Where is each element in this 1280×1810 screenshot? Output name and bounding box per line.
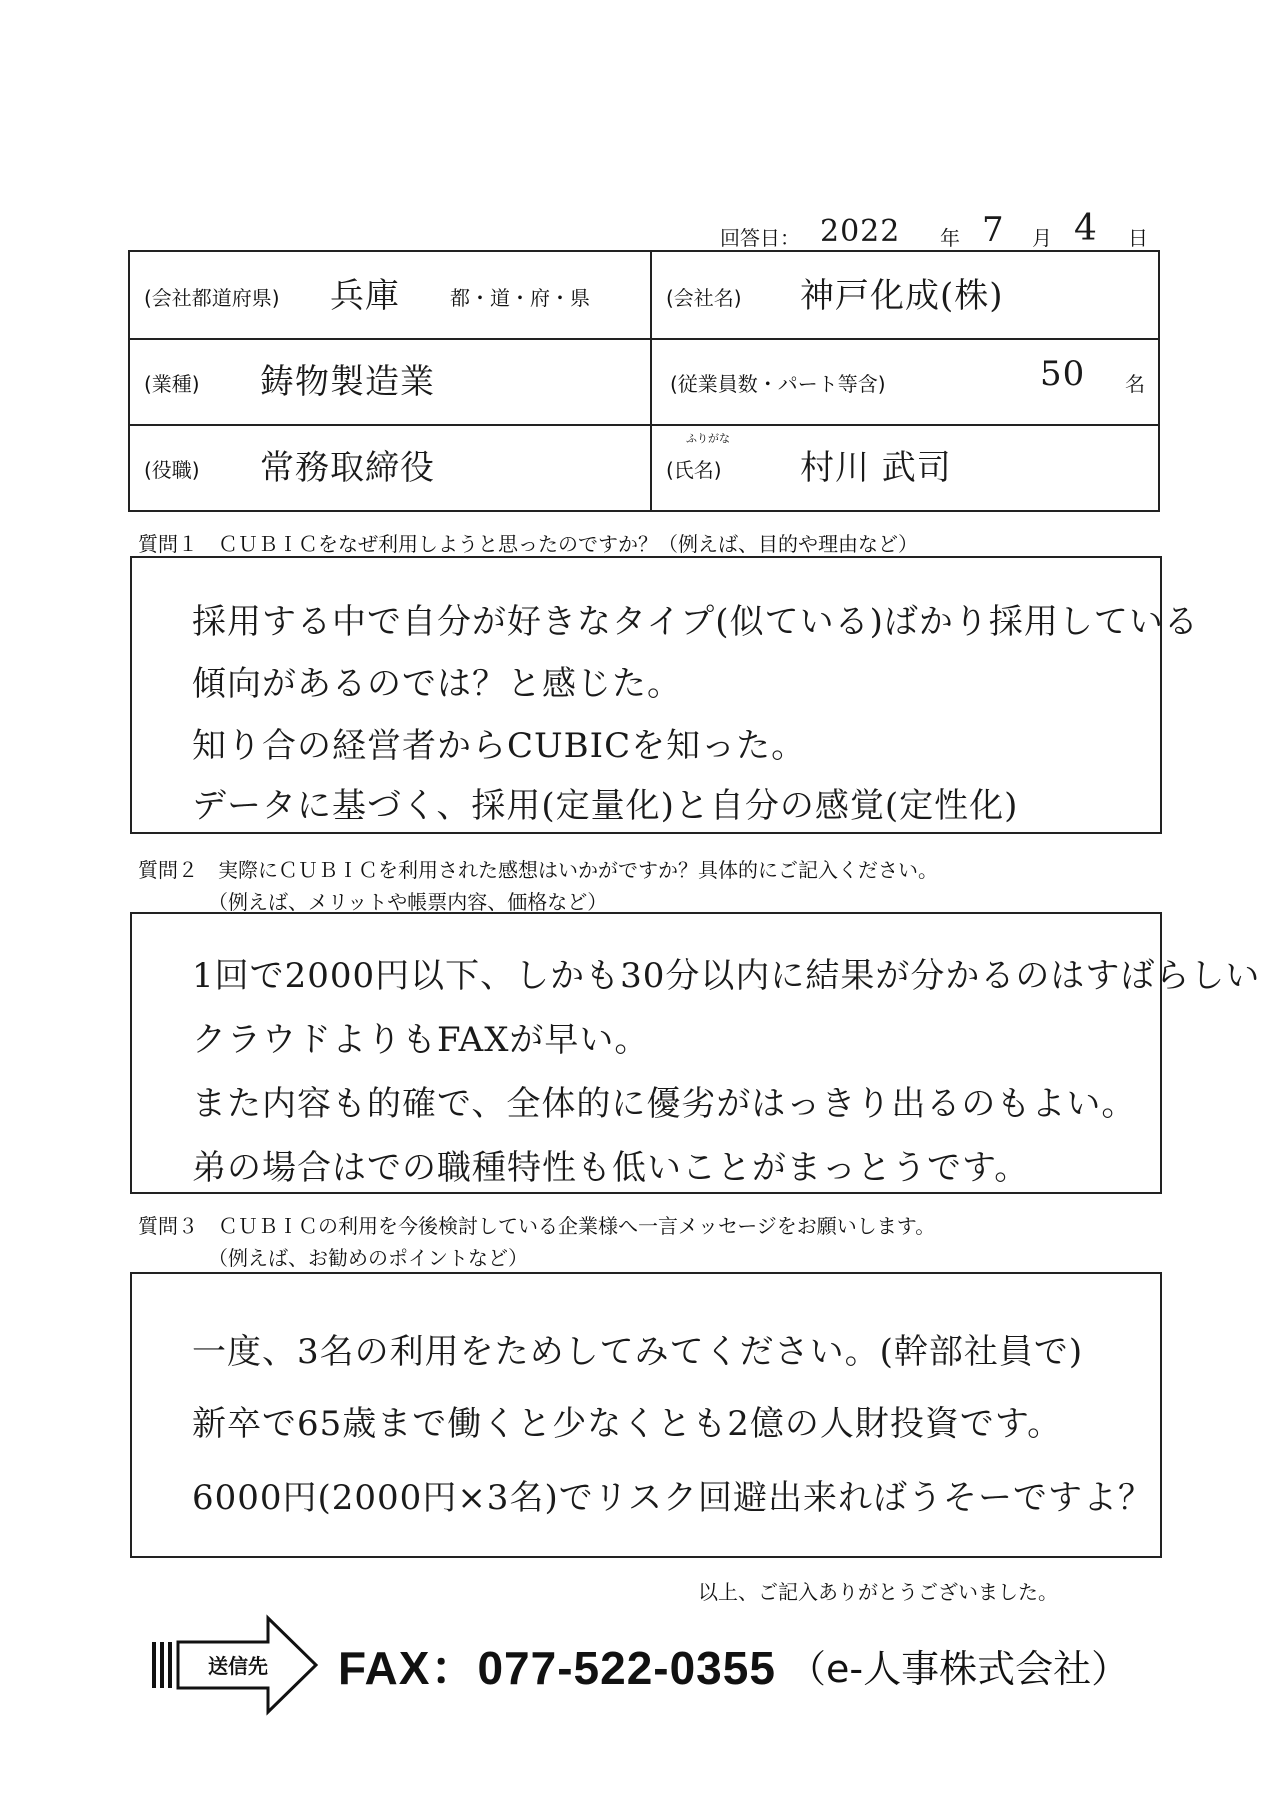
- industry-value: 鋳物製造業: [260, 362, 435, 402]
- name-value: 村川 武司: [800, 448, 952, 488]
- prefecture-label: (会社都道府県): [144, 286, 280, 310]
- q1-answer-line: 知り合の経営者からCUBICを知った。: [192, 726, 807, 766]
- table-divider: [130, 338, 1158, 340]
- name-label: (氏名): [666, 458, 722, 482]
- name-ruby: ふりがな: [686, 432, 730, 445]
- response-day: 4: [1074, 208, 1098, 249]
- fax-row: [148, 1610, 1148, 1720]
- q3-title: 質問３ ＣＵＢＩＣの利用を今後検討している企業様へ一言メッセージをお願いします。: [138, 1214, 936, 1238]
- company-value: 神戸化成(株): [800, 276, 1004, 316]
- info-table: [128, 250, 1160, 512]
- q3-answer-box: [130, 1272, 1162, 1558]
- q2-answer-box: [130, 912, 1261, 1194]
- prefecture-suffix: 都・道・府・県: [450, 286, 590, 310]
- q2-answer-line: 1回で2000円以下、しかも30分以内に結果が分かるのはすばらしい: [192, 956, 1261, 996]
- company-label: (会社名): [666, 286, 742, 310]
- q1-answer-box: [130, 556, 1199, 834]
- year-unit: 年: [940, 226, 960, 250]
- send-label: 送信先: [208, 1654, 268, 1678]
- day-unit: 日: [1128, 226, 1148, 250]
- position-label: (役職): [144, 458, 200, 482]
- table-divider: [650, 252, 652, 510]
- month-unit: 月: [1032, 226, 1052, 250]
- employees-label: (従業員数・パート等含): [670, 372, 886, 396]
- q3-answer-line: 一度、3名の利用をためしてみてください。(幹部社員で): [192, 1332, 1084, 1372]
- q2-answer-line: また内容も的確で、全体的に優劣がはっきり出るのもよい。: [192, 1084, 1137, 1124]
- q3-answer-line: 6000円(2000円×3名)でリスク回避出来ればうそーですよ？: [192, 1478, 1154, 1518]
- employees-unit: 名: [1125, 372, 1145, 396]
- prefecture-value: 兵庫: [330, 276, 400, 316]
- response-date-label: 回答日：: [720, 226, 800, 250]
- q3-answer-line: 新卒で65歳まで働くと少なくとも2億の人財投資です。: [192, 1404, 1063, 1444]
- response-date: [720, 208, 1150, 252]
- employees-value: 50: [1040, 354, 1086, 394]
- thanks-message: 以上、ご記入ありがとうございました。: [698, 1580, 1058, 1604]
- response-month: 7: [982, 210, 1005, 250]
- q1-answer-line: 傾向があるのでは？と感じた。: [192, 664, 682, 704]
- table-divider: [130, 424, 1158, 426]
- response-year: 2022: [820, 214, 901, 249]
- q1-answer-line: データに基づく、採用(定量化)と自分の感覚(定性化): [192, 786, 1019, 826]
- q3-subtitle: （例えば、お勧めのポイントなど）: [208, 1246, 528, 1270]
- q1-answer-line: 採用する中で自分が好きなタイプ(似ている)ばかり採用している: [192, 602, 1199, 642]
- q1-title: 質問１ ＣＵＢＩＣをなぜ利用しようと思ったのですか？（例えば、目的や理由など）: [138, 532, 918, 556]
- q2-answer-line: 弟の場合はでの職種特性も低いことがまっとうです。: [192, 1148, 1030, 1188]
- fax-number: FAX：077-522-0355: [338, 1642, 776, 1694]
- fax-company: （e-人事株式会社）: [788, 1647, 1130, 1691]
- q2-subtitle: （例えば、メリットや帳票内容、価格など）: [208, 890, 608, 914]
- q2-answer-line: クラウドよりもFAXが早い。: [192, 1020, 650, 1060]
- industry-label: (業種): [144, 372, 200, 396]
- position-value: 常務取締役: [260, 448, 435, 488]
- q2-title: 質問２ 実際にＣＵＢＩＣを利用された感想はいかがですか？具体的にご記入ください。: [138, 858, 938, 882]
